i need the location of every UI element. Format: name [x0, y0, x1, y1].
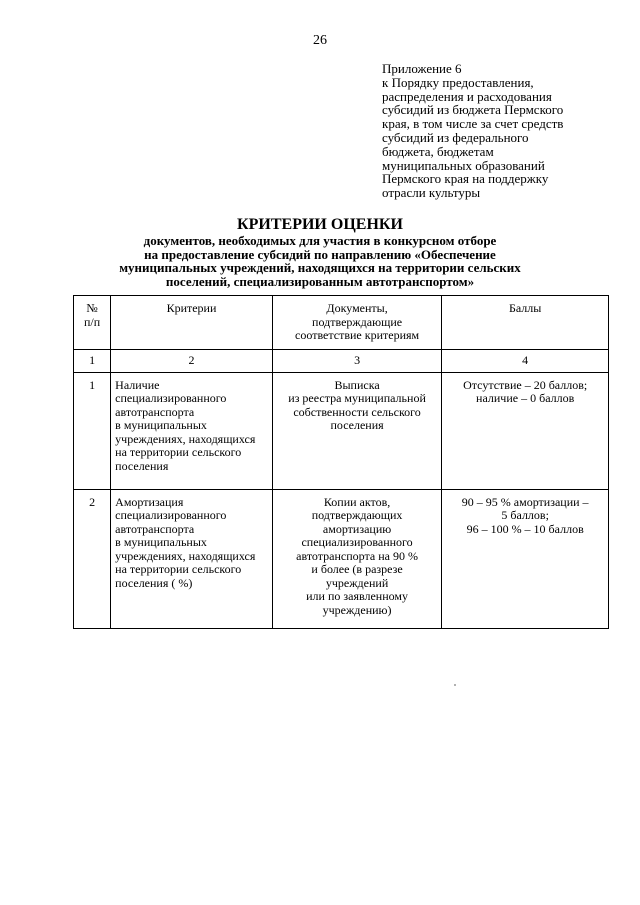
- cell-line: 5 баллов;: [501, 508, 549, 522]
- cell-line: Отсутствие – 20 баллов;: [463, 377, 588, 392]
- points-cell: [442, 489, 609, 628]
- appendix-line: к Порядку предоставления,: [382, 74, 534, 90]
- cell-line: автотранспорта: [115, 521, 195, 536]
- points-cell: [442, 372, 609, 489]
- appendix-line: бюджета, бюджетам: [382, 143, 494, 159]
- cell-line: Выписка: [334, 377, 380, 392]
- header-cell-documents: [272, 296, 442, 350]
- scan-speck: [454, 684, 456, 686]
- document-title: КРИТЕРИИ ОЦЕНКИ: [237, 216, 403, 233]
- subtitle-line: документов, необходимых для участия в конкурсном отборе: [143, 233, 497, 248]
- appendix-line: Приложение 6: [382, 61, 462, 76]
- cell-line: поселения: [115, 458, 169, 473]
- cell-line: или по заявленному: [306, 589, 408, 603]
- cell-line: и более (в разрезе: [311, 562, 403, 576]
- header-cell-number: [74, 296, 111, 350]
- column-number-row: [74, 349, 609, 372]
- cell-line: Копии актов,: [323, 494, 391, 509]
- appendix-line: Пермского края на поддержку: [382, 171, 549, 187]
- header-cell-criteria: [111, 296, 273, 350]
- column-number: 2: [111, 349, 273, 372]
- cell-line: на территории сельского: [115, 562, 242, 576]
- cell-line: учреждений: [325, 575, 389, 590]
- appendix-line: муниципальных образований: [382, 157, 545, 173]
- column-number: 3: [272, 349, 442, 372]
- cell-line: подтверждающих: [311, 508, 403, 522]
- appendix-reference: [382, 62, 612, 200]
- cell-line: собственности сельского: [293, 404, 421, 419]
- header-text: п/п: [83, 314, 101, 329]
- cell-line: амортизацию: [322, 521, 392, 536]
- header-text: Критерии: [166, 301, 217, 315]
- cell-line: специализированного: [115, 508, 227, 522]
- column-number: 4: [442, 349, 609, 372]
- appendix-line: отрасли культуры: [382, 185, 481, 201]
- cell-line: из реестра муниципальной: [288, 391, 426, 405]
- cell-line: специализированного: [115, 391, 227, 405]
- cell-line: учреждениях, находящихся: [115, 548, 256, 563]
- cell-line: 96 – 100 % – 10 баллов: [466, 521, 584, 536]
- appendix-line: края, в том числе за счет средств: [382, 116, 564, 132]
- header-text: подтверждающие: [312, 314, 403, 329]
- cell-line: в муниципальных: [115, 418, 207, 432]
- header-cell-points: [442, 296, 609, 350]
- row-number: 2: [74, 489, 111, 628]
- criteria-cell: [111, 489, 273, 628]
- subtitle-line: муниципальных учреждений, находящихся на территории сельских: [119, 260, 521, 275]
- cell-line: поселения ( %): [115, 575, 193, 590]
- header-text: Баллы: [508, 301, 542, 315]
- cell-line: специализированного: [301, 535, 413, 549]
- row-number: 1: [74, 372, 111, 489]
- cell-line: 90 – 95 % амортизации –: [461, 494, 589, 509]
- documents-cell: [272, 489, 442, 628]
- appendix-line: субсидий из бюджета Пермского: [382, 102, 564, 118]
- subtitle-line: на предоставление субсидий по направлению «Обеспечение: [144, 246, 496, 262]
- page-number: 26: [313, 33, 327, 48]
- column-number: 1: [74, 349, 111, 372]
- cell-line: учреждению): [322, 602, 392, 617]
- appendix-line: распределения и расходования: [382, 88, 552, 104]
- subtitle-line: поселений, специализированным автотранспортом»: [165, 273, 475, 289]
- table-row: [74, 372, 609, 489]
- header-text: Документы,: [326, 301, 388, 315]
- header-text: соответствие критериям: [295, 328, 420, 342]
- cell-line: учреждениях, находящихся: [115, 431, 256, 446]
- document-heading: [0, 216, 640, 288]
- table-row: [74, 489, 609, 628]
- documents-cell: [272, 372, 442, 489]
- cell-line: автотранспорта на 90 %: [296, 548, 418, 563]
- header-text: №: [86, 301, 98, 315]
- cell-line: автотранспорта: [115, 404, 195, 419]
- table-header-row: [74, 296, 609, 350]
- cell-line: Амортизация: [115, 494, 184, 509]
- criteria-cell: [111, 372, 273, 489]
- cell-line: на территории сельского: [115, 445, 242, 459]
- cell-line: наличие – 0 баллов: [476, 391, 575, 405]
- criteria-table: [73, 295, 609, 629]
- cell-line: в муниципальных: [115, 535, 207, 549]
- cell-line: поселения: [330, 418, 384, 432]
- appendix-line: субсидий из федерального: [382, 129, 529, 145]
- cell-line: Наличие: [115, 377, 160, 392]
